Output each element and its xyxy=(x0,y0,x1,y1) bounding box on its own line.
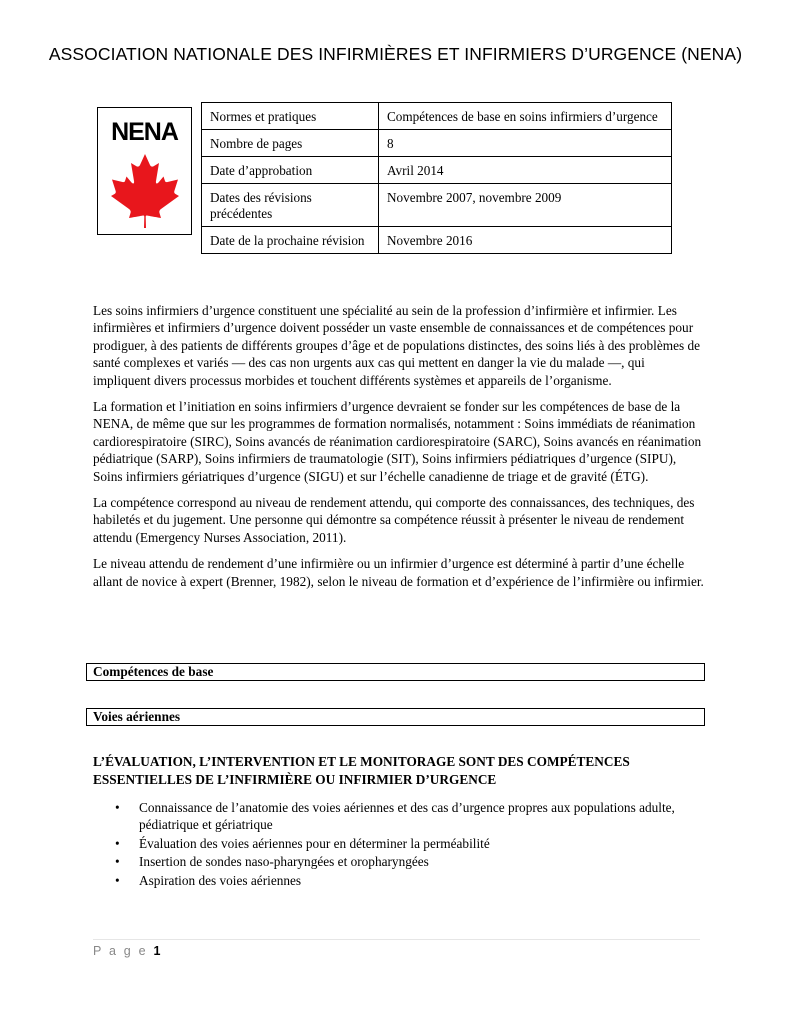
page-footer xyxy=(93,944,160,958)
page-number: 1 xyxy=(153,944,161,958)
logo-text: NENA xyxy=(111,118,178,146)
paragraph: La compétence correspond au niveau de rendement attendu, qui comporte des connaissances, des techniques, des habiletés et du jugement. Une personne qui démontre sa compétence réussit à présenter le niveau de rendement attendu (Emergency Nurses Association, 2011). xyxy=(93,495,695,545)
table-label-cell: Nombre de pages xyxy=(202,130,379,157)
footer-divider xyxy=(93,939,700,940)
list-item-text: Insertion de sondes naso-pharyngées et oropharyngées xyxy=(139,854,429,870)
paragraph: La formation et l’initiation en soins infirmiers d’urgence devraient se fonder sur les compétences de base de la NENA, de même que sur les programmes de formation normalisés, notamment : Soins immédiats de réanimation cardiorespiratoire (SIRC), Soins avancés de réanimation cardiorespiratoire (SARC), Soins avancés en réanimation pédiatrique (SARP), Soins infirmiers de traumatologie (SIT), Soins infirmiers pédiatriques d’urgence (SIPU), Soins infirmiers gériatriques d’urgence (SIGU) et sur l’échelle canadienne de triage et de gravité (ÉTG). xyxy=(93,399,702,484)
table-value-cell: Compétences de base en soins infirmiers d’urgence xyxy=(379,103,672,130)
table-label-cell: Dates des révisions précédentes xyxy=(202,184,379,227)
bullet-icon: • xyxy=(115,854,120,870)
body-text xyxy=(93,302,705,599)
table-label-cell: Date d’approbation xyxy=(202,157,379,184)
list-item-text: Évaluation des voies aériennes pour en déterminer la perméabilité xyxy=(139,835,490,851)
table-row xyxy=(202,130,672,157)
table-value-cell: Novembre 2007, novembre 2009 xyxy=(379,184,672,227)
section-core-competencies: Compétences de base xyxy=(86,663,705,681)
list-item xyxy=(93,835,693,852)
table-row xyxy=(202,103,672,130)
list-item-text: Connaissance de l’anatomie des voies aériennes et des cas d’urgence propres aux populations adulte, pédiatrique et gériatrique xyxy=(139,800,675,833)
table-value-cell: 8 xyxy=(379,130,672,157)
paragraph: Le niveau attendu de rendement d’une infirmière ou un infirmier d’urgence est déterminé à partir d’une échelle allant de novice à expert (Brenner, 1982), selon le niveau de formation et d’expérience de l’infirmière ou infirmier. xyxy=(93,556,704,589)
document-info-table xyxy=(201,102,672,254)
table-row xyxy=(202,157,672,184)
nena-logo xyxy=(97,107,192,235)
section-heading: L’ÉVALUATION, L’INTERVENTION ET LE MONITORAGE SONT DES COMPÉTENCES ESSENTIELLES DE L’INFIRMIÈRE OU INFIRMIER D’URGENCE xyxy=(93,754,630,787)
bullet-icon: • xyxy=(115,872,120,888)
table-label-cell: Date de la prochaine révision xyxy=(202,227,379,254)
table-row xyxy=(202,184,672,227)
list-item-text: Aspiration des voies aériennes xyxy=(139,872,302,888)
page-label: P a g e xyxy=(93,944,148,958)
table-value-cell: Avril 2014 xyxy=(379,157,672,184)
table-label-cell: Normes et pratiques xyxy=(202,103,379,130)
list-item xyxy=(93,853,693,870)
list-item xyxy=(93,799,693,834)
table-row xyxy=(202,227,672,254)
table-value-cell: Novembre 2016 xyxy=(379,227,672,254)
section-airway: Voies aériennes xyxy=(86,708,705,726)
list-item xyxy=(93,872,693,889)
paragraph: Les soins infirmiers d’urgence constituent une spécialité au sein de la profession d’infirmière et infirmier. Les infirmières et infirmiers d’urgence doivent posséder un vaste ensemble de connaissances et de compétences pour prodiguer, à des patients de différents groupes d’âge et de populations distinctes, des soins liés à des problèmes de santé complexes et variés — des cas non urgents aux cas qui mettent en danger la vie du malade —, qui impliquent divers processus morbides et touchent différents systèmes et appareils de l’organisme. xyxy=(93,303,701,388)
document-title: ASSOCIATION NATIONALE DES INFIRMIÈRES ET INFIRMIERS D’URGENCE (NENA) xyxy=(48,44,743,64)
maple-leaf-icon xyxy=(109,152,181,228)
bullet-icon: • xyxy=(115,800,120,815)
bullet-icon: • xyxy=(115,835,120,851)
competency-list xyxy=(93,799,693,890)
